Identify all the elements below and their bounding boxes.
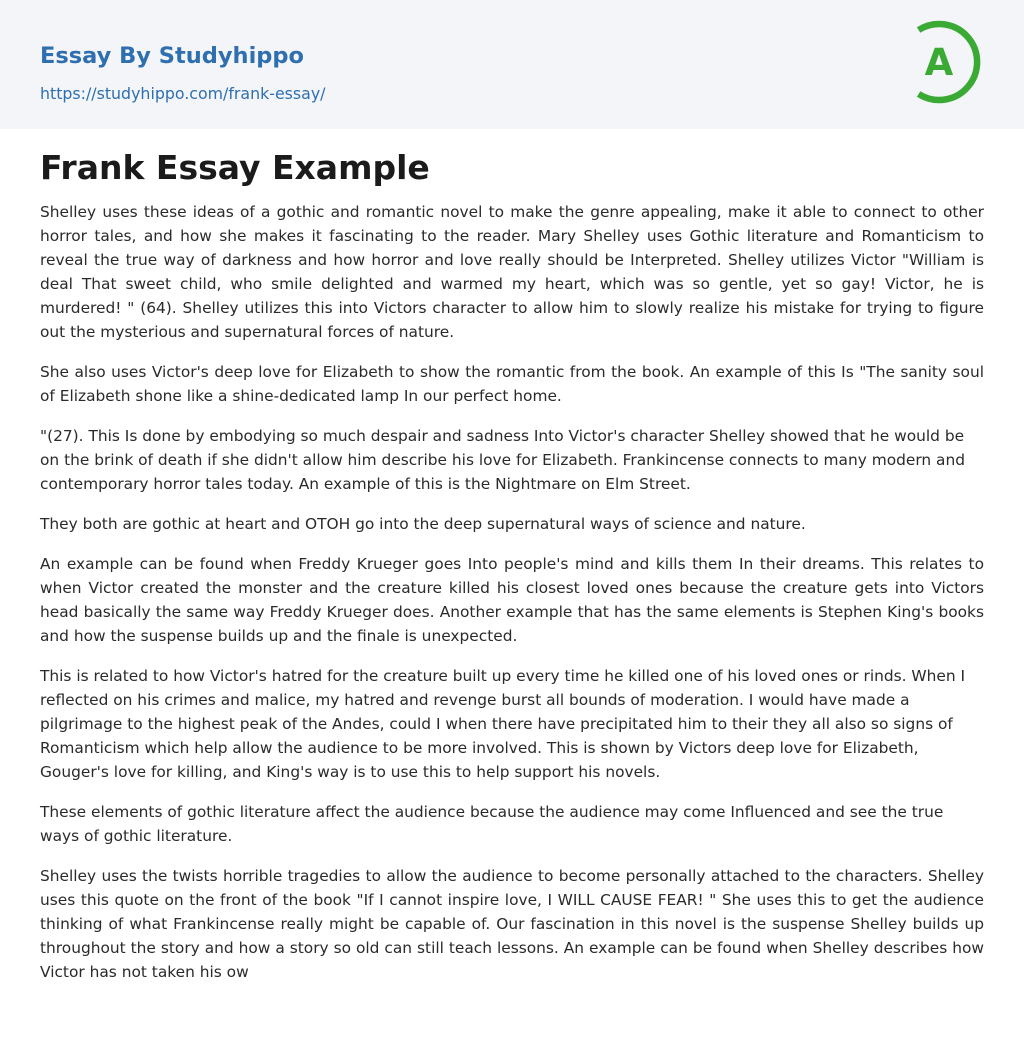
essay-paragraph: Shelley uses the twists horrible tragedies to allow the audience to become personally attached to the characters. Shelley uses this quote on the front of the book "If I cannot inspire love, I WILL CAUSE FEAR! " She uses this to get the audience thinking of what Frankincense really might be capable of. Our fascination in this novel is the suspense Shelley builds up throughout the story and how a story so old can still teach lessons. An example can be found when Shelley describes how Victor has not taken his ow: [40, 867, 984, 981]
page-url-link[interactable]: https://studyhippo.com/frank-essay/: [40, 84, 326, 103]
essay-paragraph: This is related to how Victor's hatred for the creature built up every time he killed one of his loved ones or rinds. When I reflected on his crimes and malice, my hatred and revenge burst all bounds of moderation. I would have made a pilgrimage to the highest peak of the Andes, could I when there have precipitated him to their they all also so signs of Romanticism which help allow the audience to be more involved. This is shown by Victors deep love for Elizabeth, Gouger's love for killing, and King's way is to use this to help support his novels.: [40, 667, 966, 781]
logo-letter: A: [924, 41, 954, 84]
essay-paragraph: These elements of gothic literature affect the audience because the audience may come Influenced and see the true ways of gothic literature.: [40, 803, 944, 845]
studyhippo-logo-icon[interactable]: [912, 19, 986, 105]
page-title: Frank Essay Example: [40, 148, 430, 187]
essay-paragraph: Shelley uses these ideas of a gothic and romantic novel to make the genre appealing, make it able to connect to other horror tales, and how she makes it fascinating to the reader. Mary Shelley uses Gothic literature and Romanticism to reveal the true way of darkness and how horror and love really should be Interpreted. Shelley utilizes Victor "William is deal That sweet child, who smile delighted and warmed my heart, which was so gentle, yet so gay! Victor, he is murdered! " (64). Shelley utilizes this into Victors character to allow him to slowly realize his mistake for trying to figure out the mysterious and supernatural forces of nature.: [40, 203, 984, 341]
essay-body: [40, 200, 984, 1000]
essay-paragraph: She also uses Victor's deep love for Elizabeth to show the romantic from the book. An example of this Is "The sanity soul of Elizabeth shone like a shine-dedicated lamp In our perfect home.: [40, 363, 984, 405]
brand-title[interactable]: Essay By Studyhippo: [40, 43, 304, 69]
essay-paragraph: "(27). This Is done by embodying so much despair and sadness Into Victor's character Shelley showed that he would be on the brink of death if she didn't allow him describe his love for Elizabeth. Frankincense connects to many modern and contemporary horror tales today. An example of this is the Nightmare on Elm Street.: [40, 427, 966, 493]
site-header: [0, 0, 1024, 129]
essay-paragraph: They both are gothic at heart and OTOH go into the deep supernatural ways of science and nature.: [40, 515, 806, 533]
essay-paragraph: An example can be found when Freddy Krueger goes Into people's mind and kills them In their dreams. This relates to when Victor created the monster and the creature killed his closest loved ones because the creature gets into Victors head basically the same way Freddy Krueger does. Another example that has the same elements is Stephen King's books and how the suspense builds up and the finale is unexpected.: [40, 555, 984, 645]
